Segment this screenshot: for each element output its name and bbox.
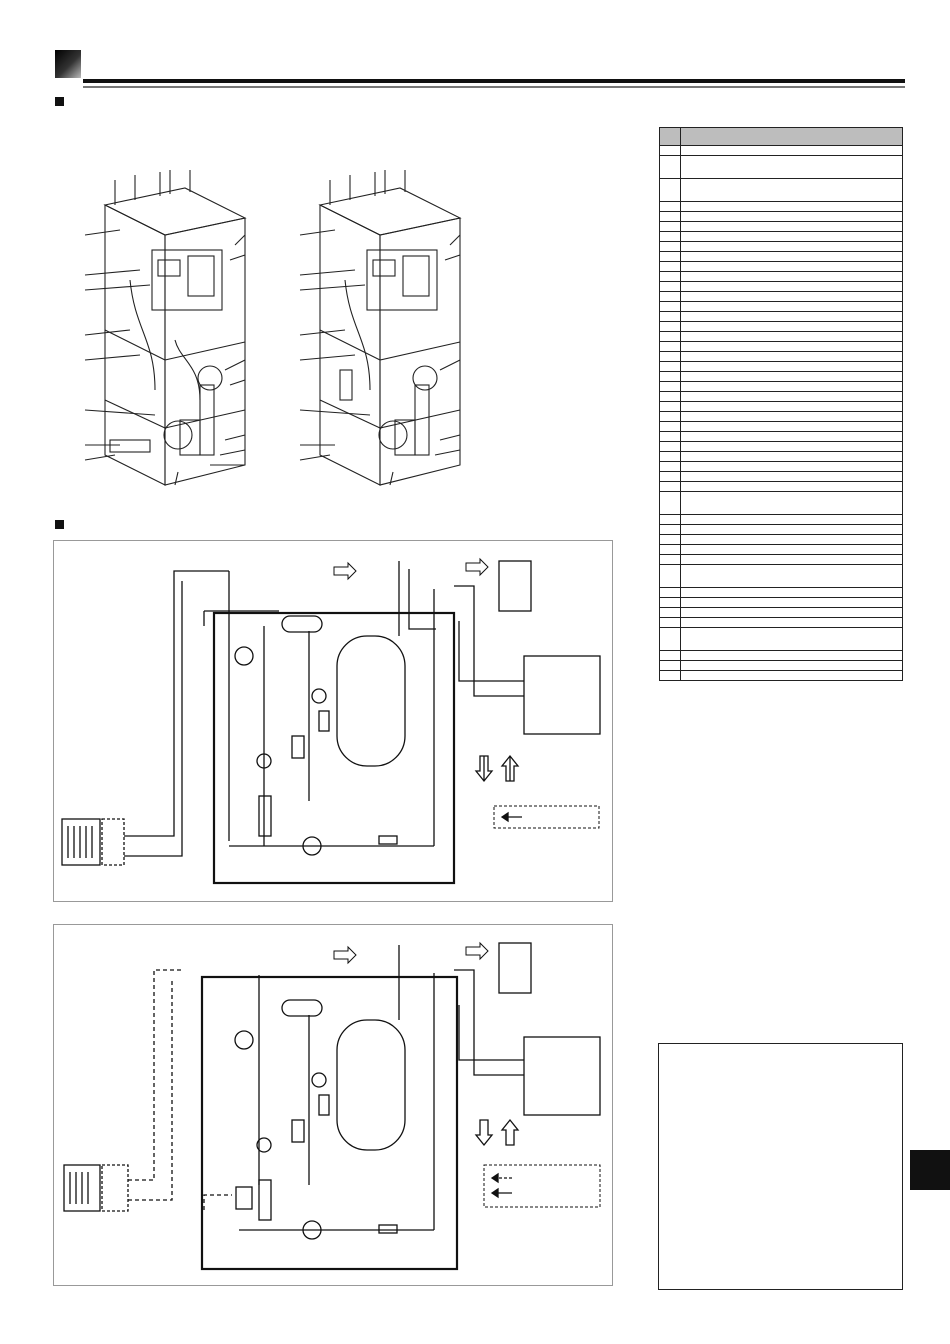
table-row xyxy=(660,332,903,342)
row-name-cell xyxy=(681,222,903,232)
row-number-cell xyxy=(660,212,681,222)
row-number-cell xyxy=(660,545,681,555)
table-row xyxy=(660,382,903,392)
row-number-cell xyxy=(660,472,681,482)
table-row xyxy=(660,212,903,222)
row-number-cell xyxy=(660,232,681,242)
schematic-packaged-system xyxy=(53,924,613,1286)
row-number-cell xyxy=(660,482,681,492)
schematic-split-drawing xyxy=(54,541,614,903)
table-row xyxy=(660,422,903,432)
row-number-cell xyxy=(660,282,681,292)
row-name-cell xyxy=(681,392,903,402)
unit-illustrations xyxy=(60,160,480,505)
row-number-cell xyxy=(660,262,681,272)
table-row xyxy=(660,515,903,525)
row-name-cell xyxy=(681,282,903,292)
row-name-cell xyxy=(681,492,903,515)
row-number-cell xyxy=(660,661,681,671)
row-number-cell xyxy=(660,312,681,322)
table-row xyxy=(660,618,903,628)
table-row xyxy=(660,202,903,212)
row-number-cell xyxy=(660,222,681,232)
table-row xyxy=(660,362,903,372)
row-name-cell xyxy=(681,608,903,618)
table-row xyxy=(660,442,903,452)
table-row xyxy=(660,545,903,555)
schematic-packaged-drawing xyxy=(54,925,614,1287)
table-row xyxy=(660,661,903,671)
row-number-cell xyxy=(660,422,681,432)
row-number-cell xyxy=(660,412,681,422)
row-name-cell xyxy=(681,432,903,442)
row-name-cell xyxy=(681,302,903,312)
table-row xyxy=(660,462,903,472)
parts-table-container xyxy=(659,127,903,681)
table-row xyxy=(660,492,903,515)
table-row xyxy=(660,292,903,302)
row-name-cell xyxy=(681,262,903,272)
row-number-cell xyxy=(660,671,681,681)
table-row xyxy=(660,472,903,482)
row-number-cell xyxy=(660,555,681,565)
row-name-cell xyxy=(681,618,903,628)
row-name-cell xyxy=(681,372,903,382)
row-number-cell xyxy=(660,179,681,202)
row-name-cell xyxy=(681,535,903,545)
row-name-cell xyxy=(681,482,903,492)
row-name-cell xyxy=(681,555,903,565)
row-name-cell xyxy=(681,442,903,452)
section-marker-schematic xyxy=(55,520,64,529)
parts-table-header xyxy=(660,128,903,146)
chapter-marker-block xyxy=(55,50,81,78)
table-row xyxy=(660,402,903,412)
row-name-cell xyxy=(681,156,903,179)
table-row xyxy=(660,322,903,332)
row-name-cell xyxy=(681,146,903,156)
row-name-cell xyxy=(681,332,903,342)
row-name-cell xyxy=(681,515,903,525)
row-number-cell xyxy=(660,492,681,515)
table-row xyxy=(660,242,903,252)
table-row xyxy=(660,146,903,156)
row-number-cell xyxy=(660,332,681,342)
header-number-cell xyxy=(660,128,681,146)
row-name-cell xyxy=(681,342,903,352)
row-number-cell xyxy=(660,462,681,472)
row-name-cell xyxy=(681,422,903,432)
row-number-cell xyxy=(660,342,681,352)
header-name-cell xyxy=(681,128,903,146)
table-row xyxy=(660,179,903,202)
table-row xyxy=(660,352,903,362)
table-row xyxy=(660,598,903,608)
row-name-cell xyxy=(681,232,903,242)
row-number-cell xyxy=(660,302,681,312)
row-number-cell xyxy=(660,515,681,525)
row-number-cell xyxy=(660,651,681,661)
row-name-cell xyxy=(681,272,903,282)
table-row xyxy=(660,535,903,545)
row-name-cell xyxy=(681,565,903,588)
parts-table xyxy=(659,127,903,681)
table-row xyxy=(660,525,903,535)
table-row xyxy=(660,565,903,588)
row-name-cell xyxy=(681,452,903,462)
row-number-cell xyxy=(660,146,681,156)
row-name-cell xyxy=(681,472,903,482)
row-name-cell xyxy=(681,202,903,212)
table-row xyxy=(660,252,903,262)
table-row xyxy=(660,342,903,352)
row-name-cell xyxy=(681,462,903,472)
row-name-cell xyxy=(681,671,903,681)
row-name-cell xyxy=(681,588,903,598)
row-name-cell xyxy=(681,252,903,262)
table-row xyxy=(660,588,903,598)
section-marker-components xyxy=(55,97,64,106)
row-name-cell xyxy=(681,212,903,222)
table-row xyxy=(660,232,903,242)
row-number-cell xyxy=(660,618,681,628)
row-number-cell xyxy=(660,432,681,442)
row-number-cell xyxy=(660,402,681,412)
table-row xyxy=(660,272,903,282)
row-name-cell xyxy=(681,525,903,535)
row-number-cell xyxy=(660,598,681,608)
row-number-cell xyxy=(660,156,681,179)
row-name-cell xyxy=(681,382,903,392)
row-number-cell xyxy=(660,535,681,545)
table-row xyxy=(660,312,903,322)
row-number-cell xyxy=(660,202,681,212)
row-name-cell xyxy=(681,322,903,332)
row-name-cell xyxy=(681,651,903,661)
table-row xyxy=(660,608,903,618)
table-row xyxy=(660,628,903,651)
row-name-cell xyxy=(681,292,903,302)
row-number-cell xyxy=(660,565,681,588)
row-name-cell xyxy=(681,312,903,322)
table-row xyxy=(660,156,903,179)
row-number-cell xyxy=(660,382,681,392)
row-number-cell xyxy=(660,628,681,651)
table-row xyxy=(660,432,903,442)
table-row xyxy=(660,262,903,272)
row-name-cell xyxy=(681,628,903,651)
row-number-cell xyxy=(660,292,681,302)
row-name-cell xyxy=(681,179,903,202)
table-row xyxy=(660,282,903,292)
unit-illustration-right xyxy=(300,170,460,485)
table-row xyxy=(660,671,903,681)
note-box xyxy=(658,1043,903,1290)
row-name-cell xyxy=(681,242,903,252)
header-rule-thin xyxy=(83,86,905,88)
table-row xyxy=(660,372,903,382)
row-name-cell xyxy=(681,402,903,412)
row-name-cell xyxy=(681,598,903,608)
table-row xyxy=(660,555,903,565)
row-number-cell xyxy=(660,252,681,262)
unit-illustration-left xyxy=(85,170,245,485)
row-name-cell xyxy=(681,545,903,555)
row-name-cell xyxy=(681,352,903,362)
language-tab xyxy=(910,1150,950,1190)
row-name-cell xyxy=(681,412,903,422)
table-row xyxy=(660,651,903,661)
row-number-cell xyxy=(660,242,681,252)
row-number-cell xyxy=(660,322,681,332)
row-number-cell xyxy=(660,272,681,282)
row-number-cell xyxy=(660,608,681,618)
table-row xyxy=(660,392,903,402)
row-name-cell xyxy=(681,362,903,372)
header-rule xyxy=(83,79,905,83)
row-number-cell xyxy=(660,372,681,382)
row-number-cell xyxy=(660,442,681,452)
row-number-cell xyxy=(660,525,681,535)
row-number-cell xyxy=(660,392,681,402)
row-name-cell xyxy=(681,661,903,671)
row-number-cell xyxy=(660,352,681,362)
table-row xyxy=(660,412,903,422)
schematic-split-system xyxy=(53,540,613,902)
table-row xyxy=(660,302,903,312)
table-row xyxy=(660,222,903,232)
row-number-cell xyxy=(660,452,681,462)
row-number-cell xyxy=(660,588,681,598)
table-row xyxy=(660,452,903,462)
table-row xyxy=(660,482,903,492)
row-number-cell xyxy=(660,362,681,372)
